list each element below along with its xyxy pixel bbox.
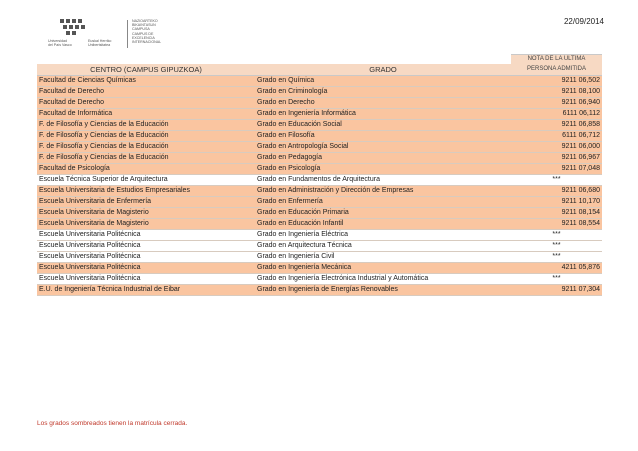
table-header-row — [37, 64, 602, 76]
table-row — [37, 175, 602, 186]
upv-ehu-emblem-icon — [58, 17, 90, 37]
grado-cell: Grado en Derecho — [255, 98, 511, 109]
table-row — [37, 153, 602, 164]
grado-cell: Grado en Filosofía — [255, 131, 511, 142]
grado-cell: Grado en Arquitectura Técnica — [255, 241, 511, 252]
table-row — [37, 241, 602, 252]
table-row — [37, 208, 602, 219]
centro-cell: Escuela Universitaria Politécnica — [37, 263, 255, 274]
centro-cell: F. de Filosofía y Ciencias de la Educación — [37, 142, 255, 153]
grado-cell: Grado en Administración y Dirección de Empresas — [255, 186, 511, 197]
table-row — [37, 131, 602, 142]
grado-cell: Grado en Ingeniería de Energías Renovables — [255, 285, 511, 296]
table-row — [37, 219, 602, 230]
nota-cell: *** — [511, 175, 602, 186]
table-row — [37, 263, 602, 274]
grado-cell: Grado en Ingeniería Electrónica Industrial y Automática — [255, 274, 511, 285]
table-row — [37, 98, 602, 109]
nota-cell: 6111 06,712 — [511, 131, 602, 142]
nota-cell: 9211 07,304 — [511, 285, 602, 296]
centro-cell: Facultad de Ciencias Químicas — [37, 76, 255, 87]
grado-cell: Grado en Enfermería — [255, 197, 511, 208]
grado-cell: Grado en Educación Primaria — [255, 208, 511, 219]
score-column-header: PERSONA ADMITIDA — [511, 64, 602, 76]
score-header-top: NOTA DE LA ULTIMA — [511, 55, 602, 65]
nota-cell: *** — [511, 252, 602, 263]
nota-cell: 9211 08,100 — [511, 87, 602, 98]
grado-cell: Grado en Criminología — [255, 87, 511, 98]
grado-cell: Grado en Psicología — [255, 164, 511, 175]
table-row — [37, 109, 602, 120]
logo-divider — [127, 20, 128, 48]
centro-cell: Facultad de Derecho — [37, 87, 255, 98]
grado-cell: Grado en Antropología Social — [255, 142, 511, 153]
table-row — [37, 164, 602, 175]
nota-cell: *** — [511, 230, 602, 241]
grado-column-header: GRADO — [255, 64, 511, 76]
centro-cell: F. de Filosofía y Ciencias de la Educación — [37, 131, 255, 142]
nota-cell: 9211 06,858 — [511, 120, 602, 131]
grado-cell: Grado en Química — [255, 76, 511, 87]
document-date: 22/09/2014 — [563, 17, 604, 26]
grado-cell: Grado en Ingeniería Eléctrica — [255, 230, 511, 241]
centro-cell: E.U. de Ingeniería Técnica Industrial de Eibar — [37, 285, 255, 296]
grado-cell: Grado en Educación Social — [255, 120, 511, 131]
logo-left-text: Universidad del País Vasco — [48, 39, 72, 48]
logo-campus-text: NAZIOARTEKO BIKAINTASUN CAMPUSA CAMPUS DE EXCELENCIA INTERNACIONAL — [132, 19, 162, 45]
table-row — [37, 186, 602, 197]
centro-cell: Escuela Universitaria Politécnica — [37, 274, 255, 285]
centro-cell: Escuela Universitaria Politécnica — [37, 252, 255, 263]
centro-cell: Escuela Técnica Superior de Arquitectura — [37, 175, 255, 186]
grado-cell: Grado en Ingeniería Civil — [255, 252, 511, 263]
table-row — [37, 285, 602, 296]
nota-cell: 4211 05,876 — [511, 263, 602, 274]
closed-enrollment-note: Los grados sombreados tienen la matrícula cerrada. — [37, 420, 188, 427]
nota-cell: 9211 06,967 — [511, 153, 602, 164]
table-row — [37, 142, 602, 153]
centro-cell: Facultad de Informática — [37, 109, 255, 120]
table-row — [37, 274, 602, 285]
nota-cell: 9211 08,554 — [511, 219, 602, 230]
table-row — [37, 230, 602, 241]
table-row — [37, 120, 602, 131]
centro-cell: F. de Filosofía y Ciencias de la Educación — [37, 153, 255, 164]
nota-cell: 9211 08,154 — [511, 208, 602, 219]
nota-cell: 6111 06,112 — [511, 109, 602, 120]
table-row — [37, 252, 602, 263]
centro-cell: Escuela Universitaria Politécnica — [37, 241, 255, 252]
table-row — [37, 87, 602, 98]
nota-cell: *** — [511, 241, 602, 252]
admission-scores-table — [37, 54, 602, 296]
centro-cell: Escuela Universitaria de Magisterio — [37, 219, 255, 230]
grado-cell: Grado en Ingeniería Mecánica — [255, 263, 511, 274]
table-row — [37, 197, 602, 208]
centro-cell: Escuela Universitaria de Estudios Empresariales — [37, 186, 255, 197]
nota-cell: 9211 06,000 — [511, 142, 602, 153]
nota-cell: 9211 06,680 — [511, 186, 602, 197]
table-row — [37, 76, 602, 87]
centro-column-header: CENTRO (CAMPUS GIPUZKOA) — [37, 64, 255, 76]
table-header-top-row — [37, 55, 602, 65]
centro-cell: Escuela Universitaria de Enfermería — [37, 197, 255, 208]
grado-cell: Grado en Pedagogía — [255, 153, 511, 164]
nota-cell: *** — [511, 274, 602, 285]
centro-cell: Facultad de Derecho — [37, 98, 255, 109]
grado-cell: Grado en Ingeniería Informática — [255, 109, 511, 120]
university-logo — [48, 17, 162, 51]
centro-cell: Escuela Universitaria de Magisterio — [37, 208, 255, 219]
nota-cell: 9211 10,170 — [511, 197, 602, 208]
logo-mid-text: Euskal Herriko Unibertsitatea — [88, 39, 112, 48]
centro-cell: Facultad de Psicología — [37, 164, 255, 175]
grado-cell: Grado en Educación Infantil — [255, 219, 511, 230]
nota-cell: 9211 06,502 — [511, 76, 602, 87]
nota-cell: 9211 06,940 — [511, 98, 602, 109]
nota-cell: 9211 07,048 — [511, 164, 602, 175]
centro-cell: F. de Filosofía y Ciencias de la Educación — [37, 120, 255, 131]
grado-cell: Grado en Fundamentos de Arquitectura — [255, 175, 511, 186]
centro-cell: Escuela Universitaria Politécnica — [37, 230, 255, 241]
